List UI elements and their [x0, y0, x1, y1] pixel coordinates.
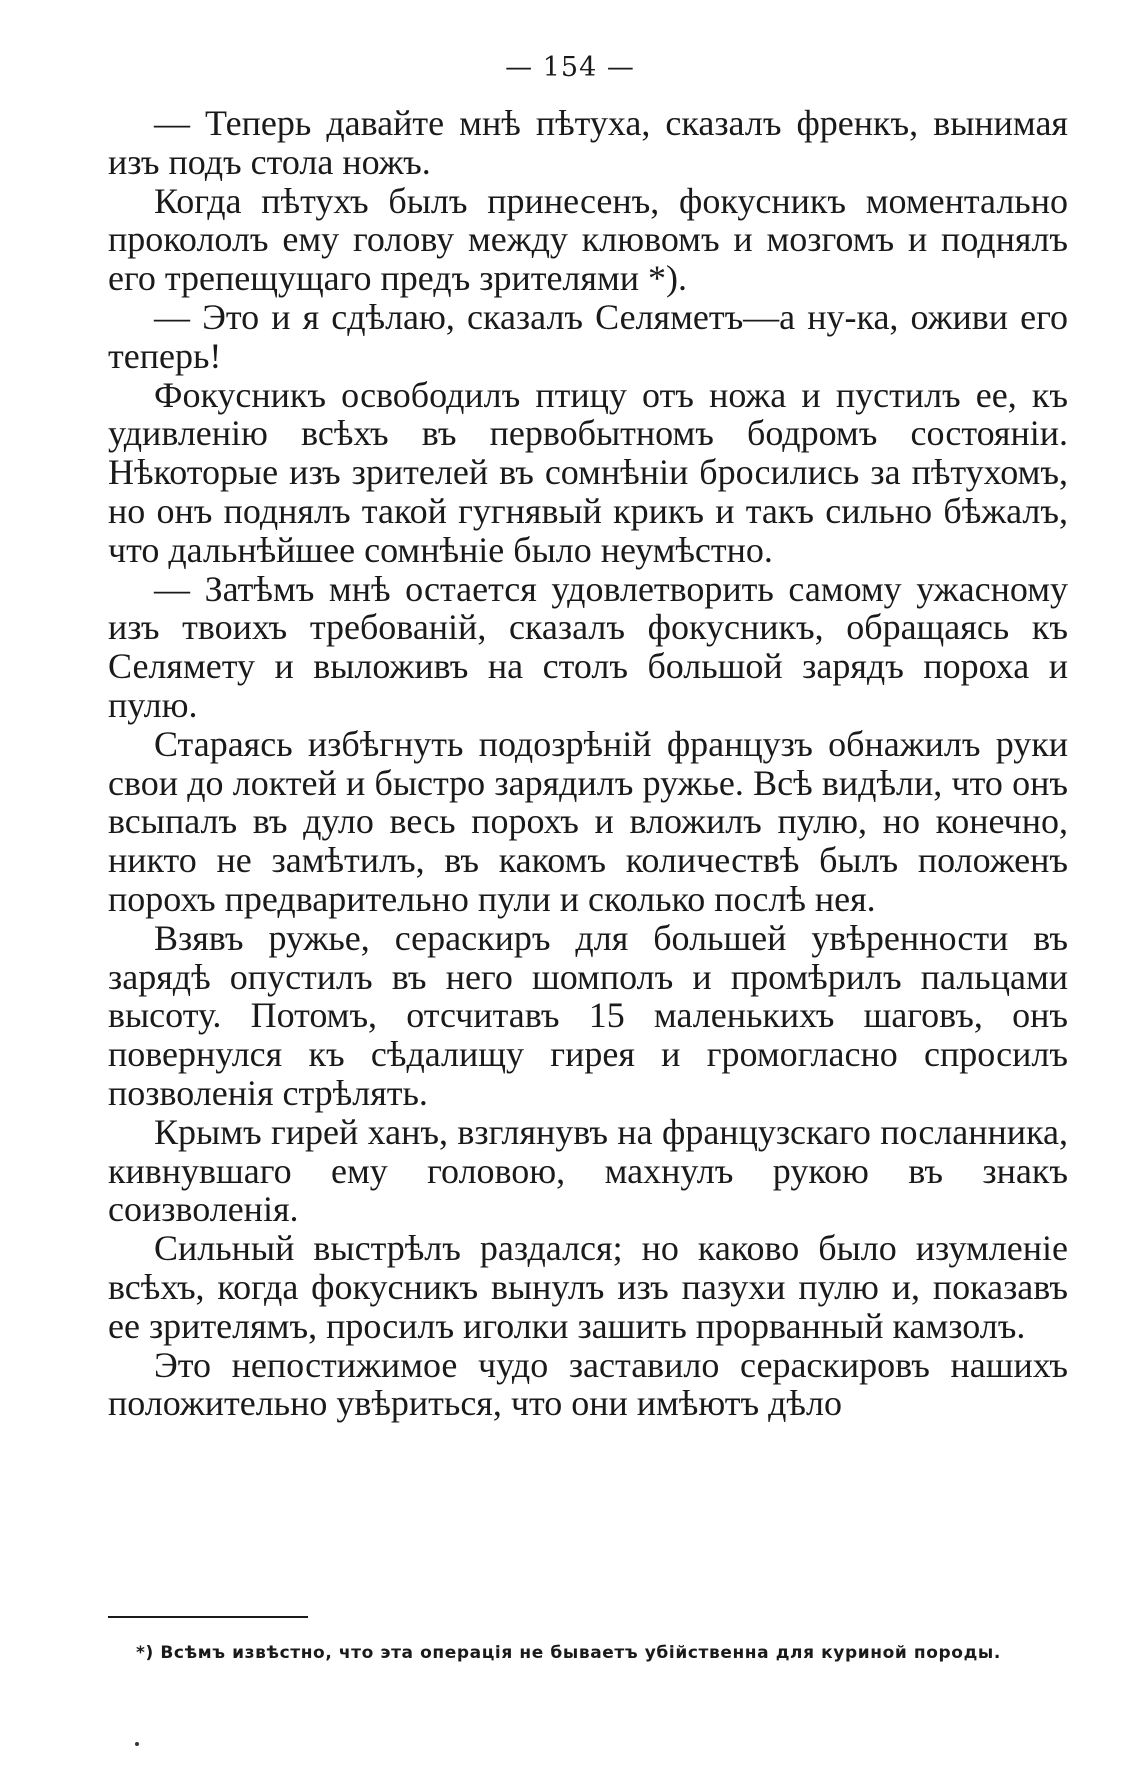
paragraph: Сильный выстрѣлъ раздался; но каково было изумленіе всѣхъ, когда фокусникъ вынулъ изъ пазухи пулю и, показавъ ее зрителямъ, просилъ иголки зашить прорванный камзолъ. — [108, 1228, 1068, 1346]
paragraph: Это непостижимое чудо заставило сераскировъ нашихъ положительно увѣриться, что они имѣютъ дѣло — [108, 1344, 1068, 1424]
paragraph: Взявъ ружье, сераскиръ для большей увѣренности въ зарядѣ опустилъ въ него шомполъ и промѣрилъ пальцами высоту. Потомъ, отсчитавъ 15 маленькихъ шаговъ, онъ повернулся къ сѣдалищу гирея и громогласно спросилъ позволенія стрѣлять. — [108, 917, 1068, 1113]
print-speck — [135, 1742, 139, 1746]
footnote: *) Всѣмъ извѣстно, что эта операція не бываетъ убійственна для куриной породы. — [136, 1643, 1001, 1663]
paragraph: Крымъ гирей ханъ, взглянувъ на французскаго посланника, кивнувшаго ему головою, махнулъ рукою въ знакъ соизволенія. — [108, 1111, 1068, 1230]
footnote-divider — [108, 1616, 308, 1618]
paragraph: Фокусникъ освободилъ птицу отъ ножа и пустилъ ее, къ удивленію всѣхъ въ первобытномъ бодромъ состояніи. Нѣкоторые изъ зрителей въ сомнѣніи бросились за пѣтухомъ, но онъ поднялъ такой гугнявый крикъ и такъ сильно бѣжалъ, что дальнѣйшее сомнѣніе было неумѣстно. — [108, 374, 1068, 570]
paragraph: — Теперь давайте мнѣ пѣтуха, сказалъ френкъ, вынимая изъ подъ стола ножъ. — [108, 103, 1068, 182]
paragraph: — Это и я сдѣлаю, сказалъ Селяметъ—а ну-ка, оживи его теперь! — [108, 296, 1068, 376]
paragraph: Когда пѣтухъ былъ принесенъ, фокусникъ моментально прокололъ ему голову между клювомъ и мозгомъ и поднялъ его трепещущаго предъ зрителями *). — [108, 180, 1068, 299]
paragraph: Стараясь избѣгнуть подозрѣній французъ обнажилъ руки свои до локтей и быстро зарядилъ ружье. Всѣ видѣли, что онъ всыпалъ въ дуло весь порохъ и вложилъ пулю, но конечно, никто не замѣтилъ, въ какомъ количествѣ былъ положенъ порохъ предварительно пули и сколько послѣ нея. — [108, 723, 1068, 919]
body-text — [108, 104, 1068, 1423]
paragraph: — Затѣмъ мнѣ остается удовлетворить самому ужасному изъ твоихъ требованій, сказалъ фокусникъ, обращаясь къ Селямету и выложивъ на столъ большой зарядъ пороха и пулю. — [108, 568, 1068, 725]
page-number: — 154 — — [505, 52, 635, 83]
